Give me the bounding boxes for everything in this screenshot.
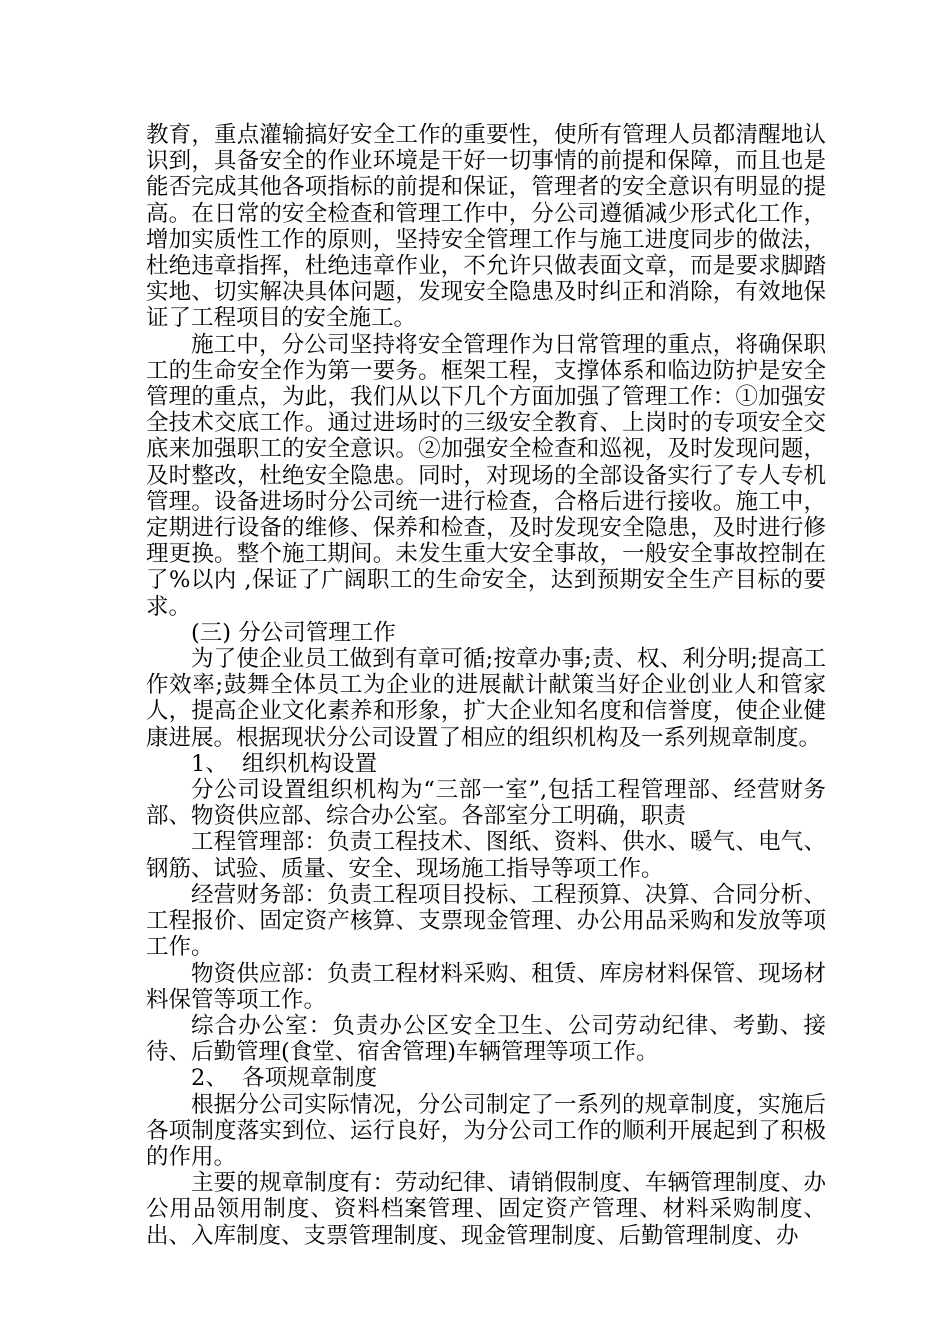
paragraph: 综合办公室：负责办公区安全卫生、公司劳动纪律、考勤、接待、后勤管理(食堂、宿舍管理)车辆管理等项工作。 [146,1012,826,1066]
document-page [146,122,826,1249]
paragraph: 经营财务部：负责工程项目投标、工程预算、决算、合同分析、工程报价、固定资产核算、支票现金管理、办公用品采购和发放等项工作。 [146,881,826,961]
paragraph: 根据分公司实际情况，分公司制定了一系列的规章制度，实施后各项制度落实到位、运行良好，为分公司工作的顺利开展起到了积极的作用。 [146,1091,826,1170]
paragraph: 教育，重点灌输搞好安全工作的重要性，使所有管理人员都清醒地认识到，具备安全的作业环境是干好一切事情的前提和保障，而且也是能否完成其他各项指标的前提和保证，管理者的安全意识有明显的提高。在日常的安全检查和管理工作中，分公司遵循减少形式化工作，增加实质性工作的原则，坚持安全管理工作与施工进度同步的做法，杜绝违章指挥，杜绝违章作业，不允许只做表面文章，而是要求脚踏实地、切实解决具体问题，发现安全隐患及时纠正和消除，有效地保证了工程项目的安全施工。 [146,122,826,332]
paragraph: 为了使企业员工做到有章可循;按章办事;责、权、利分明;提高工作效率;鼓舞全体员工为企业的进展献计献策当好企业创业人和管家人，提高企业文化素养和形象，扩大企业知名度和信誉度，使企业健康进展。根据现状分公司设置了相应的组织机构及一系列规章制度。 [146,646,826,751]
section-heading: (三) 分公司管理工作 [191,619,396,646]
paragraph: 物资供应部：负责工程材料采购、租赁、库房材料保管、现场材料保管等项工作。 [146,960,826,1013]
subsection-heading: 1、 组织机构设置 [191,750,378,777]
paragraph: 施工中，分公司坚持将安全管理作为日常管理的重点，将确保职工的生命安全作为第一要务。框架工程，支撑体系和临边防护是安全管理的重点，为此，我们从以下几个方面加强了管理工作：①加强安全技术交底工作。通过进场时的三级安全教育、上岗时的专项安全交底来加强职工的安全意识。②加强安全检查和巡视，及时发现问题，及时整改，杜绝安全隐患。同时，对现场的全部设备实行了专人专机管理。设备进场时分公司统一进行检查，合格后进行接收。施工中，定期进行设备的维修、保养和检查，及时发现安全隐患，及时进行修理更换。整个施工期间。未发生重大安全事故，一般安全事故控制在了%以内 ,保证了广阔职工的生命安全，达到预期安全生产目标的要求。 [146,331,826,620]
subsection-heading: 2、 各项规章制度 [191,1065,378,1092]
paragraph: 工程管理部：负责工程技术、图纸、资料、供水、暖气、电气、钢筋、试验、质量、安全、现场施工指导等项工作。 [146,829,826,882]
paragraph: 主要的规章制度有：劳动纪律、请销假制度、车辆管理制度、办公用品领用制度、资料档案管理、固定资产管理、材料采购制度、出、入库制度、支票管理制度、现金管理制度、后勤管理制度、办 [146,1170,826,1249]
paragraph: 分公司设置组织机构为“三部一室”,包括工程管理部、经营财务部、物资供应部、综合办公室。各部室分工明确，职责 [146,777,826,830]
